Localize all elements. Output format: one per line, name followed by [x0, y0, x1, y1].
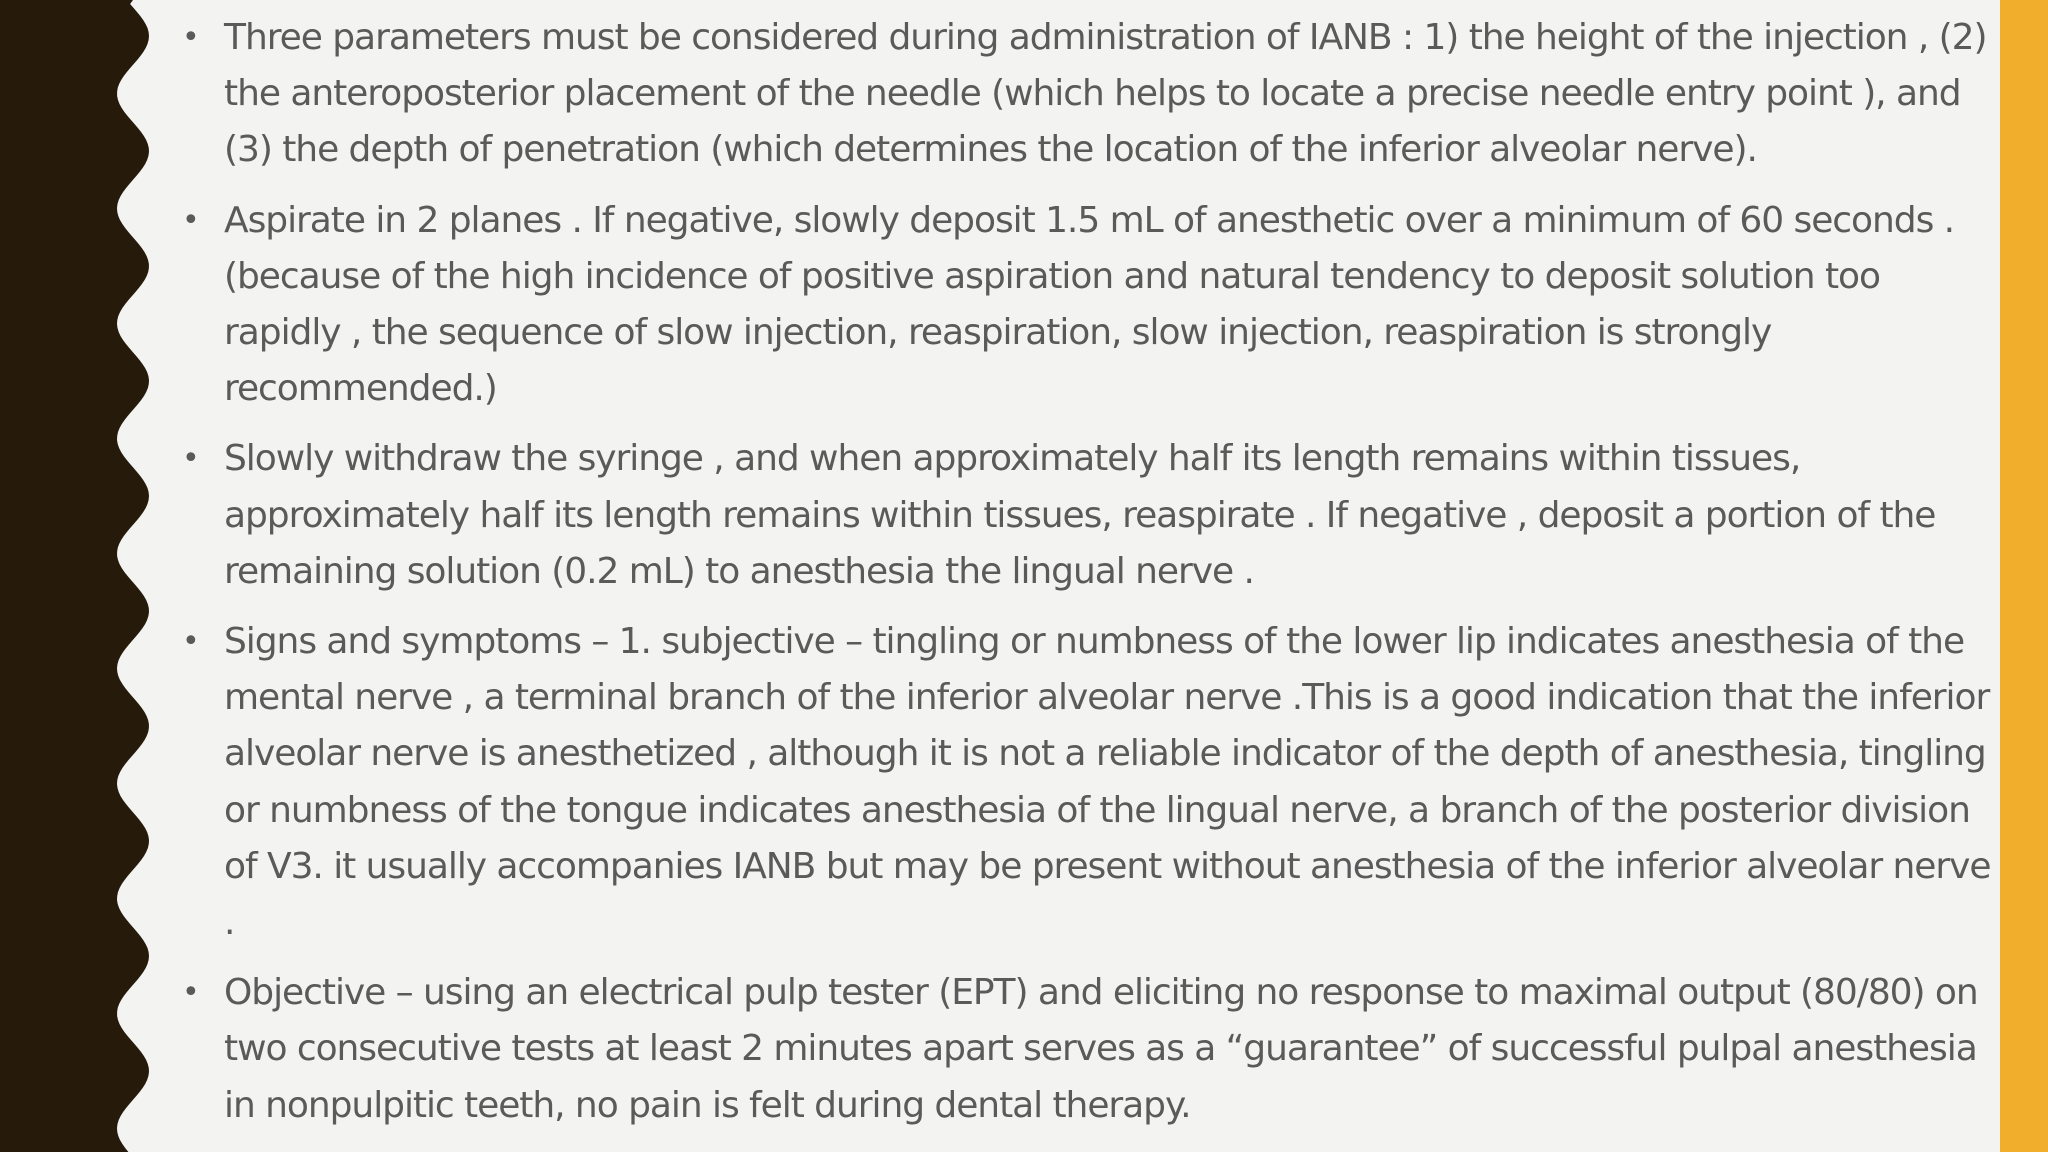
bullet-text: Objective – using an electrical pulp tester (EPT) and eliciting no response to maximal output (80/80) on two consecutive tests at least 2 minutes apart serves as a “guarantee” of successful pulpal anesthesia in nonpulpitic teeth, no pain is felt during dental therapy. — [224, 972, 1978, 1126]
bullet-item — [180, 193, 2000, 418]
right-accent-bar — [2000, 0, 2048, 1152]
wavy-left-band — [0, 0, 160, 1152]
bullet-text: Aspirate in 2 planes . If negative, slowly deposit 1.5 mL of anesthetic over a minimum of 60 seconds .(because of the high incidence of positive aspiration and natural tendency to deposit solution too rapidly , the sequence of slow injection, reaspiration, slow injection, reaspiration is strongly recommended.) — [224, 199, 1955, 410]
bullet-item — [180, 965, 2000, 1134]
bullet-item — [180, 614, 2000, 951]
bullet-dot-icon: • — [182, 975, 199, 1011]
bullet-text: Three parameters must be considered during administration of IANB : 1) the height of the injection , (2) the anteroposterior placement of the needle (which helps to locate a precise needle entry point ), and (3) the depth of penetration (which determines the location of the inferior alveolar nerve). — [224, 17, 1987, 171]
bullet-dot-icon: • — [182, 624, 199, 660]
bullet-item — [180, 10, 2000, 179]
wavy-band-shape — [0, 0, 149, 1152]
bullet-item — [180, 431, 2000, 600]
bullet-list — [180, 10, 2000, 1134]
bullet-text: Signs and symptoms – 1. subjective – tingling or numbness of the lower lip indicates anesthesia of the mental nerve , a terminal branch of the inferior alveolar nerve .This is a good indication that the inferior alveolar nerve is anesthetized , although it is not a reliable indicator of the depth of anesthesia, tingling or numbness of the tongue indicates anesthesia of the lingual nerve, a branch of the posterior division of V3. it usually accompanies IANB but may be present without anesthesia of the inferior alveolar nerve . — [224, 621, 1991, 944]
slide-content — [180, 10, 2000, 1150]
bullet-dot-icon: • — [182, 20, 199, 55]
bullet-text: Slowly withdraw the syringe , and when approximately half its length remains within tissues, approximately half its length remains within tissues, reaspirate . If negative , deposit a portion of the remaining solution (0.2 mL) to anesthesia the lingual nerve . — [224, 438, 1936, 592]
bullet-dot-icon: • — [182, 202, 199, 238]
bullet-dot-icon: • — [182, 441, 199, 477]
